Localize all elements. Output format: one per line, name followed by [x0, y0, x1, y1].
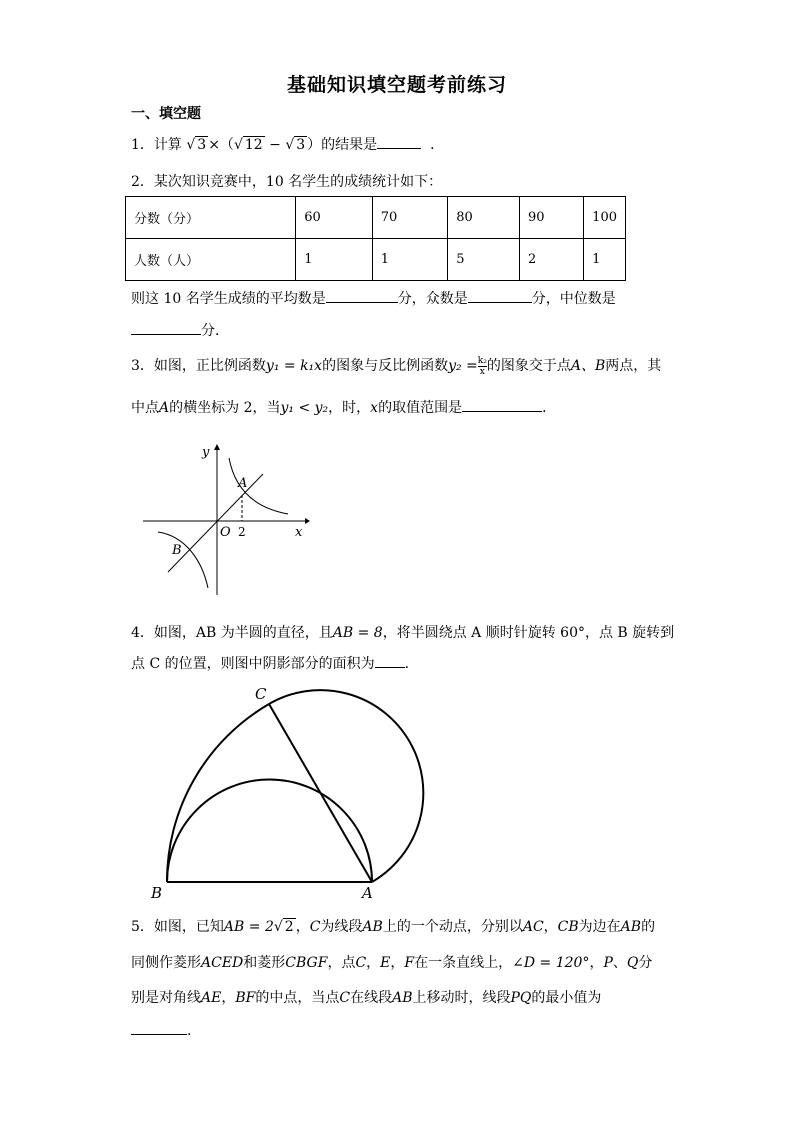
table-cell: 5 — [448, 239, 520, 281]
answer-blank[interactable] — [375, 653, 405, 668]
question-4-line-2: 点 C 的位置，则图中阴影部分的面积为 ． — [131, 653, 419, 673]
question-3-line-2: 中点A的横坐标为 2，当y₁ < y₂，时，x的取值范围是 ． — [131, 397, 556, 417]
hyperbola-branch-2 — [158, 532, 208, 588]
x-label: x — [295, 525, 303, 540]
answer-blank[interactable] — [131, 1020, 187, 1035]
function-graph-figure — [140, 440, 310, 600]
table-cell: 1 — [296, 239, 372, 281]
table-row — [126, 239, 626, 281]
question-5-line-4: . — [131, 1020, 191, 1039]
question-2-line-1: 则这 10 名学生成绩的平均数是 分，众数是 分，中位数是 — [131, 288, 616, 308]
answer-blank[interactable] — [462, 397, 542, 412]
question-2-intro: 2．某次知识竞赛中，10 名学生的成绩统计如下： — [131, 174, 443, 190]
table-cell: 100 — [584, 197, 626, 239]
question-5-line-1: 5．如图，已知AB = 2√ 2 ，C为线段AB上的一个动点，分别以AC，CB为边在AB的 — [131, 919, 656, 935]
section-heading: 一、填空题 — [131, 106, 201, 122]
question-2-line-2: 分． — [131, 320, 229, 340]
question-3-line-1: 3．如图，正比例函数y₁ = k₁x的图象与反比例函数y₂ = $\frac{\text{k₂}}{x}$ 的图象交于点A、B两点，其 — [131, 355, 662, 377]
table-cell: 70 — [372, 197, 448, 239]
table-cell: 人数（人） — [126, 239, 296, 281]
rotated-semicircle — [269, 690, 423, 882]
segment-ac — [269, 704, 372, 882]
question-1: 1．计算 √ 3 ×（√ 12 − √ 3 ）的结果是 ． — [131, 134, 444, 154]
score-table — [125, 196, 626, 281]
question-4-line-1: 4．如图，AB 为半圆的直径，且AB = 8，将半圆绕点 A 顺时针旋转 60°，点 B 旋转到 — [131, 625, 675, 641]
page-title: 基础知识填空题考前练习 — [286, 74, 507, 96]
table-cell: 1 — [372, 239, 448, 281]
point-b-label: B — [172, 543, 182, 558]
answer-blank[interactable] — [377, 134, 421, 149]
y-axis-arrow-icon — [214, 444, 220, 450]
table-cell: 60 — [296, 197, 372, 239]
point-a-label: A — [238, 476, 248, 491]
question-5-line-3: 别是对角线AE，BF的中点，当点C在线段AB上移动时，线段PQ的最小值为 — [131, 990, 602, 1006]
y-label: y — [202, 445, 210, 460]
table-cell: 1 — [584, 239, 626, 281]
table-cell: 分数（分） — [126, 197, 296, 239]
proportional-line — [168, 474, 263, 572]
question-5-line-2: 同侧作菱形ACED和菱形CBGF，点C，E，F在一条直线上，∠D = 120°，P、Q分 — [131, 955, 653, 971]
table-row — [126, 197, 626, 239]
table-cell: 80 — [448, 197, 520, 239]
table-cell: 90 — [519, 197, 583, 239]
point-b-label: B — [151, 884, 163, 902]
tick-label-2: 2 — [238, 525, 246, 539]
origin-label: O — [220, 525, 231, 540]
x-axis-arrow-icon — [305, 518, 310, 524]
table-cell: 2 — [519, 239, 583, 281]
answer-blank[interactable] — [326, 288, 398, 303]
answer-blank[interactable] — [131, 320, 201, 335]
answer-blank[interactable] — [468, 288, 532, 303]
point-c-label: C — [255, 685, 267, 703]
semicircle-rotation-figure — [145, 682, 445, 902]
point-a-label: A — [362, 884, 373, 902]
